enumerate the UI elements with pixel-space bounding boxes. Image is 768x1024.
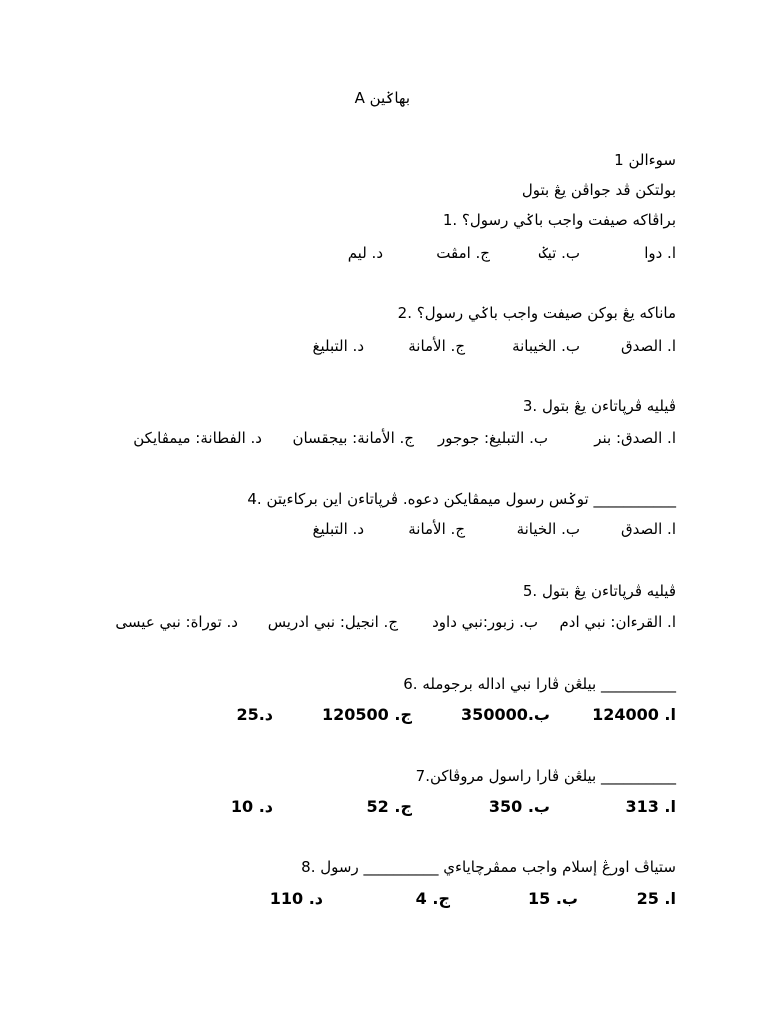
q6-option-b: ب.350000	[461, 705, 550, 724]
q5-option-c: ج. انجيل: نبي ادريس	[267, 613, 398, 631]
instruction-text: بولتكن ڤد جواڤن يڠ بتول	[521, 181, 676, 199]
q6-option-d: د.25	[236, 705, 273, 724]
q1-option-d: د. ليم	[347, 244, 383, 262]
question-2: ماناكه يڠ بوكن صيفت واجب باݢي رسول؟ .2	[397, 304, 676, 322]
q8-option-d: د. 110	[269, 889, 323, 908]
q3-option-b: ب. التبليغ: جوجور	[437, 429, 548, 447]
q4-option-a: ا. الصدق	[621, 520, 676, 538]
q2-option-c: ج. الأمانة	[408, 337, 465, 355]
q1-option-a: ا. دوا	[644, 244, 676, 262]
q8-option-b: ب. 15	[528, 889, 578, 908]
q5-option-d: د. توراة: نبي عيسى	[115, 613, 238, 631]
q5-option-a: ا. القرءان: نبي ادم	[559, 613, 676, 631]
q7-option-a: ا. 313	[625, 797, 676, 816]
q8-option-c: ج. 4	[415, 889, 450, 908]
q1-option-c: ج. امڤت	[436, 244, 490, 262]
question-8: ستياڤ اورڠ إسلام واجب ممڤرچاياءي __________ رسول .8	[301, 858, 676, 876]
question-7: __________ بيلڠن ڤارا راسول مروڤاکن.7	[415, 767, 676, 785]
q5-option-b: ب. زبور:نبي داود	[432, 613, 538, 631]
question-4: ___________ توݢس رسول ميمڤايكن دعوه. ڤرڽاتاءن اين برکاءيتن .4	[247, 490, 676, 508]
q1-option-b: ب. تيݢ	[538, 244, 580, 262]
q7-option-c: ج. 52	[366, 797, 412, 816]
q8-option-a: ا. 25	[636, 889, 676, 908]
q4-option-c: ج. الأمانة	[408, 520, 465, 538]
q4-option-d: د. التبليغ	[312, 520, 364, 538]
question-1: براڤاكه صيفت واجب باݢي رسول؟ .1	[442, 211, 676, 229]
q3-option-a: ا. الصدق: بنر	[594, 429, 676, 447]
question-6: __________ بيلڠن ڤارا نبي اداله برجومله .6	[403, 675, 676, 693]
question-5: ڤيليه ڤرڽاتاءن يڠ بتول .5	[522, 582, 676, 600]
q3-option-c: ج. الأمانة: بيجقسان	[292, 429, 414, 447]
q7-option-b: ب. 350	[488, 797, 550, 816]
section-heading: سوءالن 1	[614, 151, 676, 169]
q4-option-b: ب. الخيانة	[516, 520, 580, 538]
question-3: ڤيليه ڤرڽاتاءن يڠ بتول .3	[522, 397, 676, 415]
q6-option-a: ا. 124000	[592, 705, 676, 724]
q2-option-b: ب. الخيبانة	[512, 337, 580, 355]
q2-option-a: ا. الصدق	[621, 337, 676, 355]
q3-option-d: د. الفطانة: ميمڤايكن	[133, 429, 262, 447]
q2-option-d: د. التبليغ	[312, 337, 364, 355]
q7-option-d: د. 10	[230, 797, 273, 816]
q6-option-c: ج. 120500	[322, 705, 412, 724]
page-title: بهاݢين A	[354, 89, 410, 107]
